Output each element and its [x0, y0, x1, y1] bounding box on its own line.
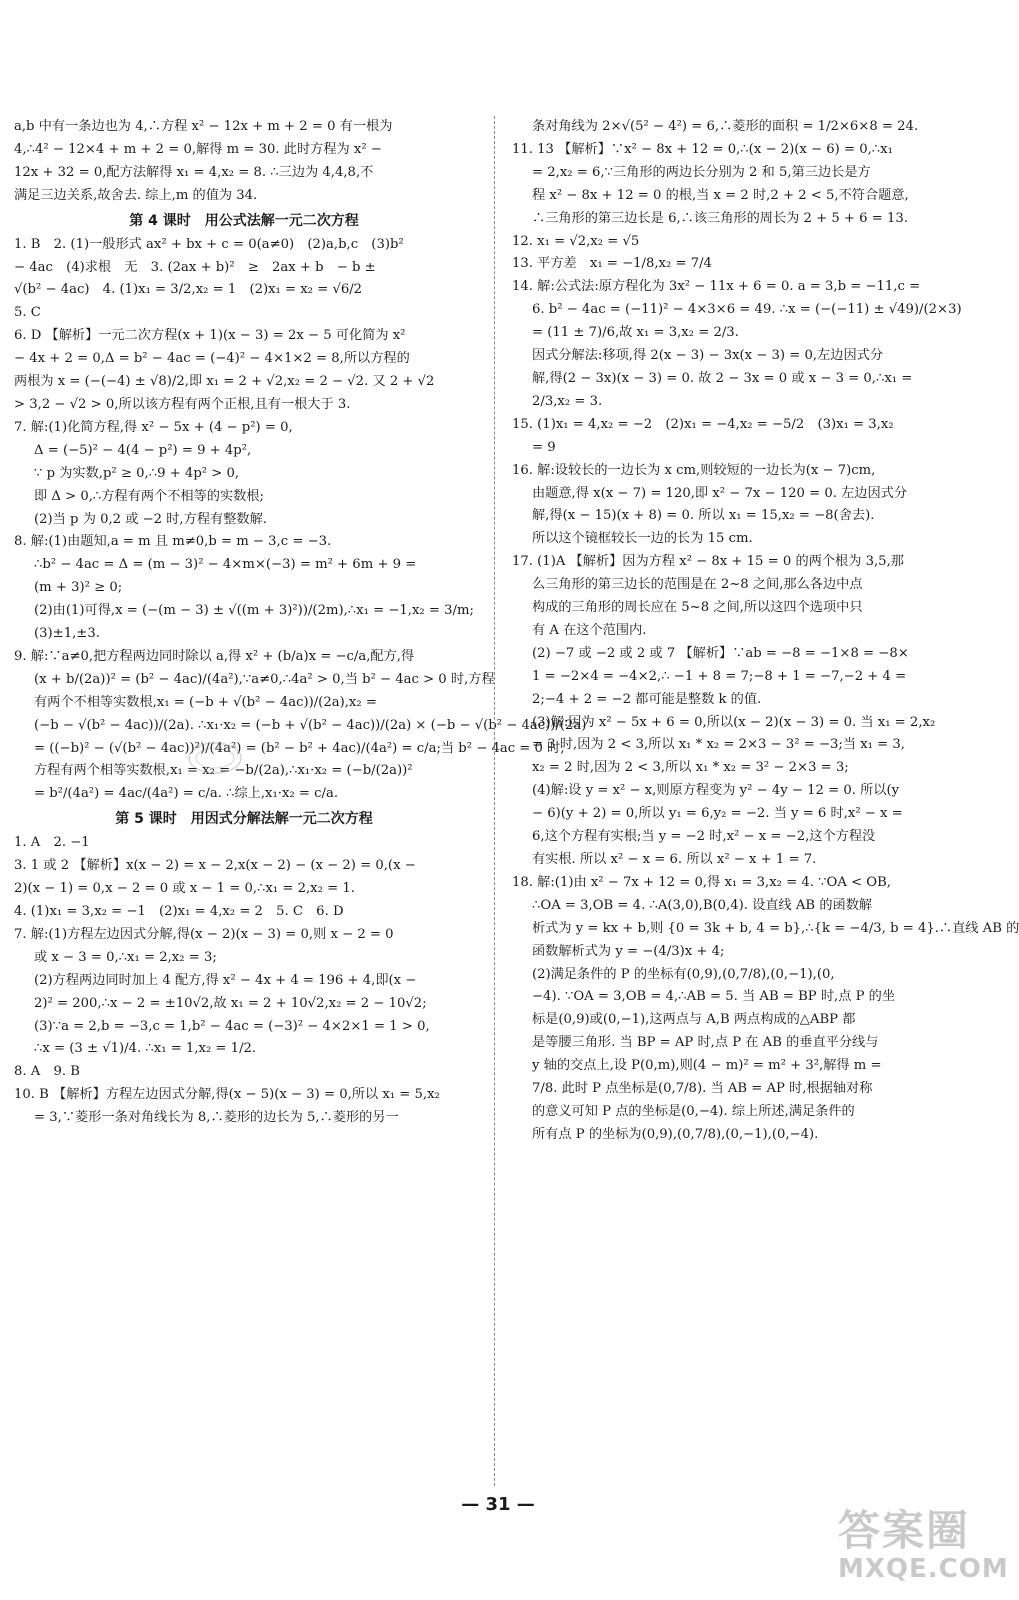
- left-text-line: (−b − √(b² − 4ac))/(2a). ∴x₁·x₂ = (−b + √(b² − 4ac))/(2a) × (−b − √(b² − 4ac))/(2a): [34, 717, 587, 733]
- right-text-line: 6,这个方程有实根;当 y = −2 时,x² − x = −2,这个方程没: [532, 829, 876, 845]
- left-text-line: (3)∵a = 2,b = −3,c = 1,b² − 4ac = (−3)² − 4×2×1 = 1 > 0,: [34, 1018, 430, 1034]
- left-text-line: > 3,2 − √2 > 0,所以该方程有两个正根,且有一根大于 3.: [14, 396, 351, 412]
- left-text-line: 方程有两个相等实数根,x₁ = x₂ = −b/(2a),∴x₁·x₂ = (−b/(2a))²: [34, 763, 413, 779]
- right-text-line: (4)解:设 y = x² − x,则原方程变为 y² − 4y − 12 = 0. 所以(y: [532, 783, 900, 799]
- right-text-line: = 2,x₂ = 6,∵三角形的两边长分别为 2 和 5,第三边长是方: [532, 164, 871, 180]
- left-text-line: 满足三边关系,故舍去. 综上,m 的值为 34.: [14, 187, 258, 203]
- left-text-line: 5. C: [14, 305, 41, 321]
- watermark-text-cn: 答案圈: [838, 1506, 971, 1555]
- right-text-line: 是等腰三角形. 当 BP = AP 时,点 P 在 AB 的垂直平分线与: [532, 1035, 879, 1051]
- right-text-line: 条对角线为 2×√(5² − 4²) = 6,∴菱形的面积 = 1/2×6×8 = 24.: [532, 119, 919, 134]
- right-text-line: 所有点 P 的坐标为(0,9),(0,7/8),(0,−1),(0,−4).: [532, 1126, 819, 1142]
- right-text-line: 程 x² − 8x + 12 = 0 的根,当 x = 2 时,2 + 2 < 5,不符合题意,: [532, 187, 909, 203]
- watermark-logo: [838, 1506, 1009, 1594]
- left-text-line: 9. 解:∵a≠0,把方程两边同时除以 a,得 x² + (b/a)x = −c/a,配方,得: [14, 648, 415, 664]
- right-text-line: = 3 时,因为 2 < 3,所以 x₁ * x₂ = 2×3 − 3² = −3;当 x₁ = 3,: [532, 737, 905, 753]
- left-text-line: − 4ac (4)求根 无 3. (2ax + b)² ≥ 2ax + b − b ±: [14, 259, 376, 275]
- left-text-line: 两根为 x = (−(−4) ± √8)/2,即 x₁ = 2 + √2,x₂ = 2 − √2. 又 2 + √2: [14, 374, 435, 390]
- left-text-line: − 4x + 2 = 0,Δ = b² − 4ac = (−4)² − 4×1×2 = 8,所以方程的: [14, 351, 410, 367]
- right-text-line: 15. (1)x₁ = 4,x₂ = −2 (2)x₁ = −4,x₂ = −5/2 (3)x₁ = 3,x₂: [512, 416, 894, 432]
- right-text-line: 函数解析式为 y = −(4/3)x + 4;: [532, 943, 725, 959]
- right-text-line: 7/8. 此时 P 点坐标是(0,7/8). 当 AB = AP 时,根据轴对称: [532, 1081, 873, 1097]
- right-text-line: 6. b² − 4ac = (−11)² − 4×3×6 = 49. ∴x = (−(−11) ± √49)/(2×3): [532, 302, 962, 318]
- left-text-line: 8. 解:(1)由题知,a = m 且 m≠0,b = m − 3,c = −3.: [14, 534, 332, 550]
- left-text-line: 7. 解:(1)化简方程,得 x² − 5x + (4 − p²) = 0,: [14, 419, 293, 435]
- left-text-line: 4. (1)x₁ = 3,x₂ = −1 (2)x₁ = 4,x₂ = 2 5. C 6. D: [14, 904, 344, 919]
- left-text-line: ∴b² − 4ac = Δ = (m − 3)² − 4×m×(−3) = m² + 6m + 9 =: [34, 557, 417, 573]
- right-text-line: (2) −7 或 −2 或 2 或 7 【解析】∵ab = −8 = −1×8 = −8×: [532, 645, 909, 661]
- right-text-line: 因式分解法:移项,得 2(x − 3) − 3x(x − 3) = 0,左边因式分: [532, 348, 884, 364]
- right-text-line: 标是(0,9)或(0,−1),这两点与 A,B 两点构成的△ABP 都: [532, 1012, 856, 1028]
- right-text-line: y 轴的交点上,设 P(0,m),则(4 − m)² = m² + 3²,解得 m =: [532, 1058, 882, 1074]
- section-heading: 第 4 课时 用公式法解一元二次方程: [129, 212, 359, 229]
- right-text-line: 13. 平方差 x₁ = −1/8,x₂ = 7/4: [512, 256, 712, 272]
- left-text-line: ∵ p 为实数,p² ≥ 0,∴9 + 4p² > 0,: [34, 465, 240, 481]
- right-text-line: 构成的三角形的周长应在 5~8 之间,所以这四个选项中只: [532, 600, 863, 616]
- left-text-line: (x + b/(2a))² = (b² − 4ac)/(4a²),∵a≠0,∴4a² > 0,当 b² − 4ac > 0 时,方程: [34, 671, 495, 687]
- left-text-line: = ((−b)² − (√(b² − 4ac))²)/(4a²) = (b² − b² + 4ac)/(4a²) = c/a;当 b² − 4ac = 0 时,: [34, 740, 565, 756]
- section-heading: 第 5 课时 用因式分解法解一元二次方程: [115, 811, 373, 828]
- left-text-line: 1. B 2. (1)一般形式 ax² + bx + c = 0(a≠0) (2)a,b,c (3)b²: [14, 236, 404, 252]
- page-number: — 31 —: [461, 1494, 535, 1515]
- right-text-line: = (11 ± 7)/6,故 x₁ = 3,x₂ = 2/3.: [532, 325, 739, 341]
- right-text-line: 18. 解:(1)由 x² − 7x + 12 = 0,得 x₁ = 3,x₂ = 4. ∵OA < OB,: [512, 874, 891, 890]
- left-text-line: (2)当 p 为 0,2 或 −2 时,方程有整数解.: [34, 511, 267, 527]
- right-text-line: = 9: [532, 439, 556, 455]
- watermark-text-en: MXQE.COM: [838, 1554, 1009, 1584]
- right-text-line: 17. (1)A 【解析】因为方程 x² − 8x + 15 = 0 的两个根为 3,5,那: [512, 554, 904, 570]
- right-text-line: 的意义可知 P 点的坐标是(0,−4). 综上所述,满足条件的: [532, 1103, 855, 1119]
- right-text-line: 么三角形的第三边长的范围是在 2~8 之间,那么各边中点: [532, 577, 863, 593]
- left-text-line: 12x + 32 = 0,配方法解得 x₁ = 4,x₂ = 8. ∴三边为 4,4,8,不: [14, 164, 374, 180]
- right-text-line: − 6)(y + 2) = 0,所以 y₁ = 6,y₂ = −2. 当 y = 6 时,x² − x =: [532, 806, 903, 822]
- left-text-line: 8. A 9. B: [14, 1064, 80, 1080]
- right-text-line: (3)解:因为 x² − 5x + 6 = 0,所以(x − 2)(x − 3) = 0. 当 x₁ = 2,x₂: [532, 714, 936, 730]
- right-text-line: x₂ = 2 时,因为 2 < 3,所以 x₁ * x₂ = 3² − 2×3 = 3;: [532, 760, 849, 776]
- right-text-line: 解,得(2 − 3x)(x − 3) = 0. 故 2 − 3x = 0 或 x − 3 = 0,∴x₁ =: [532, 370, 913, 386]
- left-text-line: = 3,∵菱形一条对角线长为 8,∴菱形的边长为 5,∴菱形的另一: [34, 1110, 399, 1126]
- right-text-line: 由题意,得 x(x − 7) = 120,即 x² − 7x − 120 = 0. 左边因式分: [532, 485, 908, 501]
- left-text-line: a,b 中有一条边也为 4,∴方程 x² − 12x + m + 2 = 0 有一根为: [14, 119, 393, 134]
- right-text-line: 12. x₁ = √2,x₂ = √5: [512, 233, 640, 249]
- left-text-line: 1. A 2. −1: [14, 835, 90, 851]
- left-text-line: √(b² − 4ac) 4. (1)x₁ = 3/2,x₂ = 1 (2)x₁ = x₂ = √6/2: [14, 282, 363, 298]
- right-text-line: (2)满足条件的 P 的坐标有(0,9),(0,7/8),(0,−1),(0,: [532, 966, 835, 982]
- left-text-line: 即 Δ > 0,∴方程有两个不相等的实数根;: [34, 488, 265, 504]
- left-text-line: 有两个不相等实数根,x₁ = (−b + √(b² − 4ac))/(2a),x₂ =: [34, 694, 377, 710]
- left-text-line: = b²/(4a²) = 4ac/(4a²) = c/a. ∴综上,x₁·x₂ = c/a.: [34, 786, 339, 802]
- right-text-line: 2;−4 + 2 = −2 都可能是整数 k 的值.: [532, 691, 762, 707]
- right-text-line: 析式为 y = kx + b,则 {0 = 3k + b, 4 = b},∴{k = −4/3, b = 4}.∴直线 AB 的: [532, 920, 1019, 936]
- right-text-line: 11. 13 【解析】∵x² − 8x + 12 = 0,∴(x − 2)(x − 6) = 0,∴x₁: [512, 141, 893, 157]
- right-text-line: ∴三角形的第三边长是 6,∴该三角形的周长为 2 + 5 + 6 = 13.: [532, 210, 908, 226]
- right-text-line: 2/3,x₂ = 3.: [532, 393, 603, 409]
- left-text-line: 10. B 【解析】方程左边因式分解,得(x − 5)(x − 3) = 0,所以 x₁ = 5,x₂: [14, 1087, 440, 1103]
- right-text-line: 14. 解:公式法:原方程化为 3x² − 11x + 6 = 0. a = 3,b = −11,c =: [512, 279, 921, 295]
- right-text-line: 有 A 在这个范围内.: [532, 622, 647, 638]
- left-text-line: ∴x = (3 ± √1)/4. ∴x₁ = 1,x₂ = 1/2.: [34, 1041, 257, 1057]
- left-text-line: (m + 3)² ≥ 0;: [34, 580, 123, 596]
- right-text-line: ∴OA = 3,OB = 4. ∴A(3,0),B(0,4). 设直线 AB 的函数解: [532, 897, 873, 913]
- right-text-line: −4). ∵OA = 3,OB = 4,∴AB = 5. 当 AB = BP 时,点 P 的坐: [532, 989, 896, 1005]
- left-text-line: (2)由(1)可得,x = (−(m − 3) ± √((m + 3)²))/(2m),∴x₁ = −1,x₂ = 3/m;: [34, 603, 474, 619]
- left-text-line: 3. 1 或 2 【解析】x(x − 2) = x − 2,x(x − 2) − (x − 2) = 0,(x −: [14, 858, 416, 874]
- right-text-line: 1 = −2×4 = −4×2,∴ −1 + 8 = 7;−8 + 1 = −7,−2 + 4 =: [532, 668, 907, 684]
- left-text-line: 2)² = 200,∴x − 2 = ±10√2,故 x₁ = 2 + 10√2,x₂ = 2 − 10√2;: [34, 995, 427, 1011]
- left-text-line: Δ = (−5)² − 4(4 − p²) = 9 + 4p²,: [34, 442, 252, 458]
- left-text-line: 6. D 【解析】一元二次方程(x + 1)(x − 3) = 2x − 5 可化简为 x²: [14, 328, 406, 344]
- right-text-line: 16. 解:设较长的一边长为 x cm,则较短的一边长为(x − 7)cm,: [512, 462, 876, 478]
- right-column: [512, 116, 1019, 1147]
- left-text-line: (2)方程两边同时加上 4 配方,得 x² − 4x + 4 = 196 + 4,即(x −: [34, 972, 417, 988]
- left-text-line: 7. 解:(1)方程左边因式分解,得(x − 2)(x − 3) = 0,则 x − 2 = 0: [14, 926, 394, 942]
- left-text-line: (3)±1,±3.: [34, 626, 100, 642]
- right-text-line: 有实根. 所以 x² − x = 6. 所以 x² − x + 1 = 7.: [532, 852, 817, 867]
- column-divider: [494, 116, 495, 1486]
- stamp-logo: [186, 738, 244, 778]
- left-text-line: 4,∴4² − 12×4 + m + 2 = 0,解得 m = 30. 此时方程为 x² −: [14, 141, 382, 157]
- left-text-line: 2)(x − 1) = 0,x − 2 = 0 或 x − 1 = 0,∴x₁ = 2,x₂ = 1.: [14, 881, 355, 897]
- left-text-line: 或 x − 3 = 0,∴x₁ = 2,x₂ = 3;: [34, 949, 217, 965]
- right-text-line: 所以这个镜框较长一边的长为 15 cm.: [532, 531, 753, 547]
- right-text-line: 解,得(x − 15)(x + 8) = 0. 所以 x₁ = 15,x₂ = −8(舍去).: [532, 508, 875, 524]
